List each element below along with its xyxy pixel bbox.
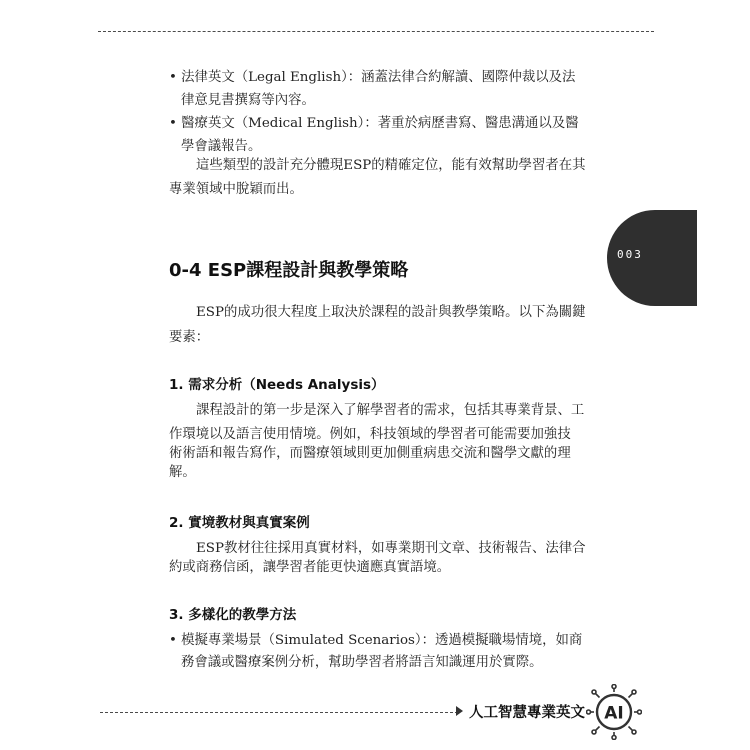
paragraph-line: 作環境以及語言使用情境。例如，科技領域的學習者可能需要加強技 (169, 427, 571, 442)
subsection-title-needs: 1. 需求分析（Needs Analysis） (169, 377, 385, 393)
paragraph-line: 課程設計的第一步是深入了解學習者的需求，包括其專業背景、工 (196, 403, 585, 418)
intro-line: ESP的成功很大程度上取決於課程的設計與教學策略。以下為關鍵 (196, 305, 586, 320)
list-item-text-cont: 學會議報告。 (181, 139, 262, 154)
top-divider (98, 31, 654, 32)
paragraph-line: 術術語和報告寫作，而醫療領域則更加側重病患交流和醫學文獻的理 (169, 446, 571, 461)
page-number: 003 (617, 248, 643, 261)
intro-line: 要素： (169, 330, 210, 345)
paragraph-line: 約或商務信函，讓學習者能更快適應真實語境。 (169, 560, 451, 575)
list-item-medical (169, 115, 579, 133)
bottom-divider (100, 712, 458, 713)
ai-logo (586, 684, 642, 740)
list-item-text-cont: 務會議或醫療案例分析，幫助學習者將語言知識運用於實際。 (181, 655, 543, 670)
bullet-icon: • (169, 633, 177, 648)
list-item-simulated (169, 632, 582, 650)
arrow-icon (456, 706, 463, 716)
paragraph-line: 專業領域中脫穎而出。 (169, 182, 303, 197)
list-item-text-cont: 律意見書撰寫等內容。 (181, 93, 315, 108)
bullet-icon: • (169, 70, 177, 85)
subsection-title-materials: 2. 實境教材與真實案例 (169, 515, 310, 531)
section-heading: 0-4 ESP課程設計與教學策略 (169, 260, 409, 281)
list-item-text: 醫療英文（Medical English）：著重於病歷書寫、醫患溝通以及醫 (181, 116, 579, 131)
list-item-text: 法律英文（Legal English）：涵蓋法律合約解讀、國際仲裁以及法 (181, 70, 576, 85)
paragraph-line: 解。 (169, 465, 196, 480)
list-item-text: 模擬專業場景（Simulated Scenarios）：透過模擬職場情境，如商 (181, 633, 583, 648)
subsection-title-methods: 3. 多樣化的教學方法 (169, 607, 297, 623)
list-item-legal (169, 69, 575, 87)
footer-book-title: 人工智慧專業英文 (469, 704, 585, 721)
logo-text: AI (604, 703, 624, 724)
paragraph-line: 這些類型的設計充分體現ESP的精確定位，能有效幫助學習者在其 (196, 158, 586, 173)
bullet-icon: • (169, 116, 177, 131)
paragraph-line: ESP教材往往採用真實材料，如專業期刊文章、技術報告、法律合 (196, 541, 586, 556)
